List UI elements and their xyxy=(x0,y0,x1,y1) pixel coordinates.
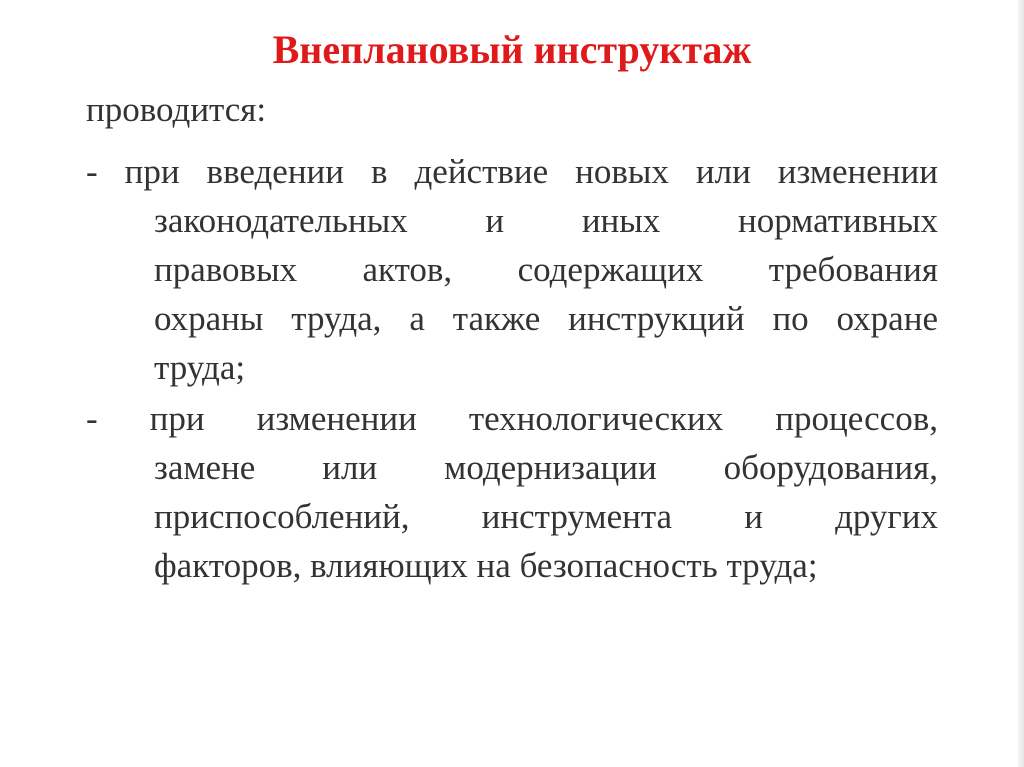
list-item-line: правовых актов, содержащих требования xyxy=(154,250,938,289)
list-item-line: труда; xyxy=(154,348,246,387)
slide-title: Внеплановый инструктаж xyxy=(272,27,752,72)
list-item-legislation xyxy=(86,147,938,392)
list-item-line: замене или модернизации оборудования, xyxy=(154,448,938,487)
list-item-technology xyxy=(86,394,938,590)
list-item-line: - при изменении технологических процессов, xyxy=(86,399,938,438)
list-item-line: - при введении в действие новых или изменении xyxy=(86,152,938,191)
list-item-line: приспособлений, инструмента и других xyxy=(154,497,938,536)
list-item-line: факторов, влияющих на безопасность труда; xyxy=(154,546,818,585)
list-item-line: охраны труда, а также инструкций по охране xyxy=(154,299,938,338)
list-item-line: законодательных и иных нормативных xyxy=(154,201,938,240)
slide-edge xyxy=(1018,0,1024,767)
intro-text: проводится: xyxy=(86,90,267,129)
